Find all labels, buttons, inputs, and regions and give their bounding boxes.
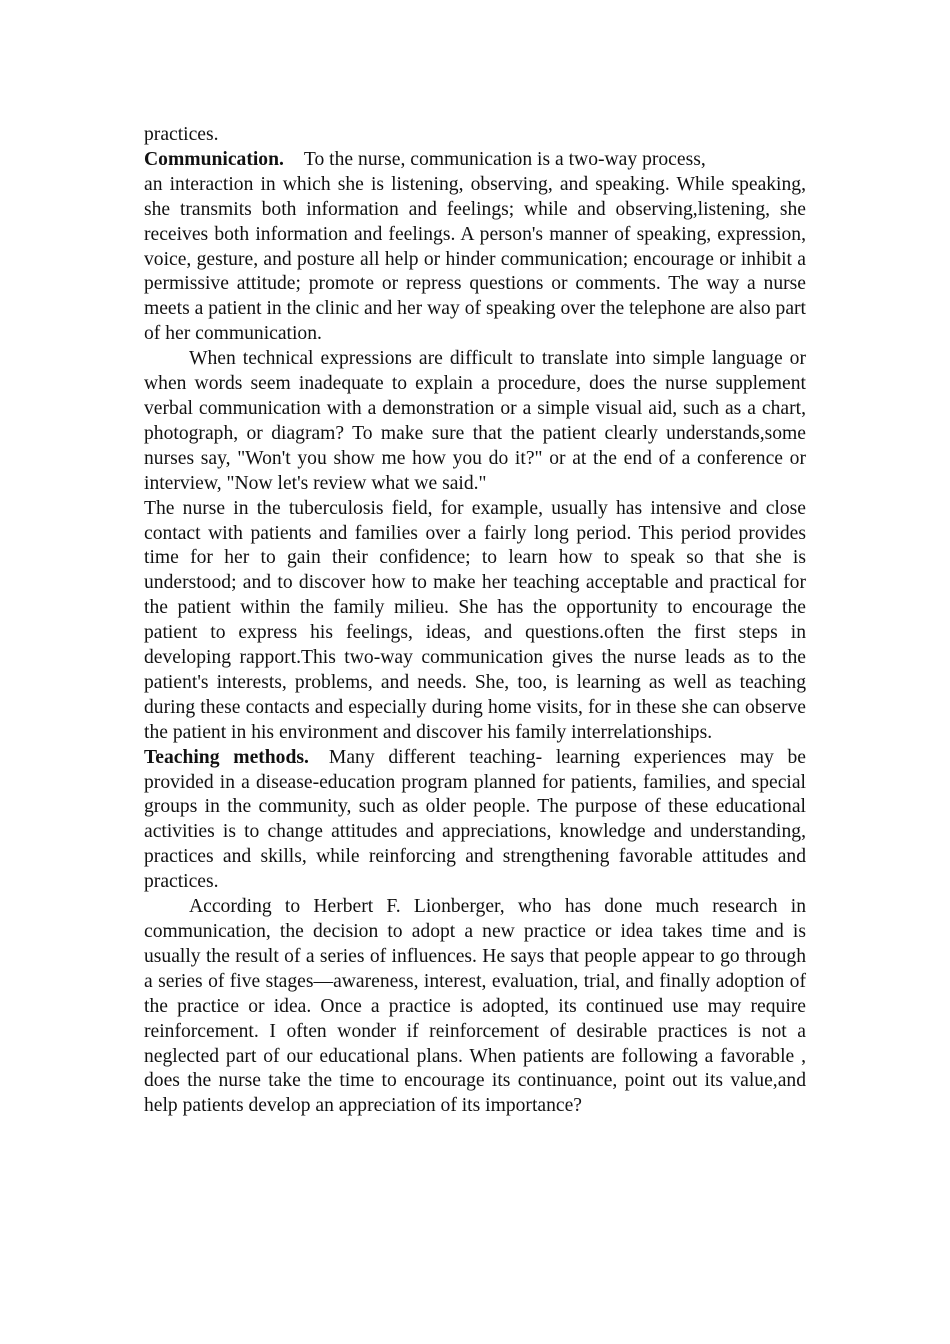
paragraph-teaching-methods bbox=[144, 746, 806, 895]
paragraph-tuberculosis bbox=[144, 497, 806, 746]
paragraph-text: practices. bbox=[144, 124, 219, 145]
section-heading-teaching-methods: Teaching methods. bbox=[144, 746, 309, 768]
paragraph-text: To the nurse, communication is a two-way process, bbox=[303, 148, 706, 170]
document-page bbox=[144, 123, 806, 1119]
paragraph-text: an interaction in which she is listening, observing, and speaking. While speaking, she transmits both information and feelings; while and observing,listening, she receives both information and feelings. A person's manner of speaking, expression, voice, gesture, and posture all help or hinder communication; encourage or inhibit a permissive attitude; promote or repress questions or comments. The way a nurse meets a patient in the clinic and her way of speaking over the telephone are also part of her communication. bbox=[144, 173, 806, 345]
paragraph-text: According to Herbert F. Lionberger, who has done much research in communication, the decision to adopt a new practice or idea takes time and is usually the result of a series of influences. He says that people appear to go through a series of five stages—awareness, interest, evaluation, trial, and finally adoption of the practice or idea. Once a practice is adopted, its continued use may require reinforcement. I often wonder if reinforcement of desirable practices is not a neglected part of our educational plans. When patients are following a favorable , does the nurse take the time to encourage its continuance, point out its value,and help patients develop an appreciation of its importance? bbox=[144, 896, 806, 1117]
paragraph-lionberger bbox=[144, 895, 806, 1119]
paragraph-first-line bbox=[144, 148, 806, 173]
paragraph-text: The nurse in the tuberculosis field, for example, usually has intensive and close contact with patients and families over a fairly long period. This period provides time for her to gain their confidence; to learn how to speak so that she is understood; and to discover how to make her teaching acceptable and practical for the patient within the family milieu. She has the opportunity to encourage the patient to express his feelings, ideas, and questions.often the first steps in developing rapport.This two-way communication gives the nurse leads as to the patient's interests, problems, and needs. She, too, is learning as well as teaching during these contacts and especially during home visits, for in these she can observe the patient in his environment and discover his family interrelationships. bbox=[144, 497, 806, 743]
section-heading-communication: Communication. bbox=[144, 148, 284, 170]
paragraph-text: Many different teaching- learning experiences may be provided in a disease-education program planned for patients, families, and special groups in the community, such as older people. The purpose of these educational activities is to change attitudes and appreciations, knowledge and understanding, practices and skills, while reinforcing and strengthening favorable attitudes and practices. bbox=[144, 746, 806, 893]
paragraph-continuation bbox=[144, 123, 806, 148]
paragraph-communication bbox=[144, 148, 806, 347]
paragraph-technical-expressions bbox=[144, 347, 806, 496]
paragraph-text: When technical expressions are difficult to translate into simple language or when words seem inadequate to explain a procedure, does the nurse supplement verbal communication with a demonstration or a simple visual aid, such as a chart, photograph, or diagram? To make sure that the patient clearly understands,some nurses say, "Won't you show me how you do it?" or at the end of a conference or interview, "Now let's review what we said." bbox=[144, 348, 806, 494]
